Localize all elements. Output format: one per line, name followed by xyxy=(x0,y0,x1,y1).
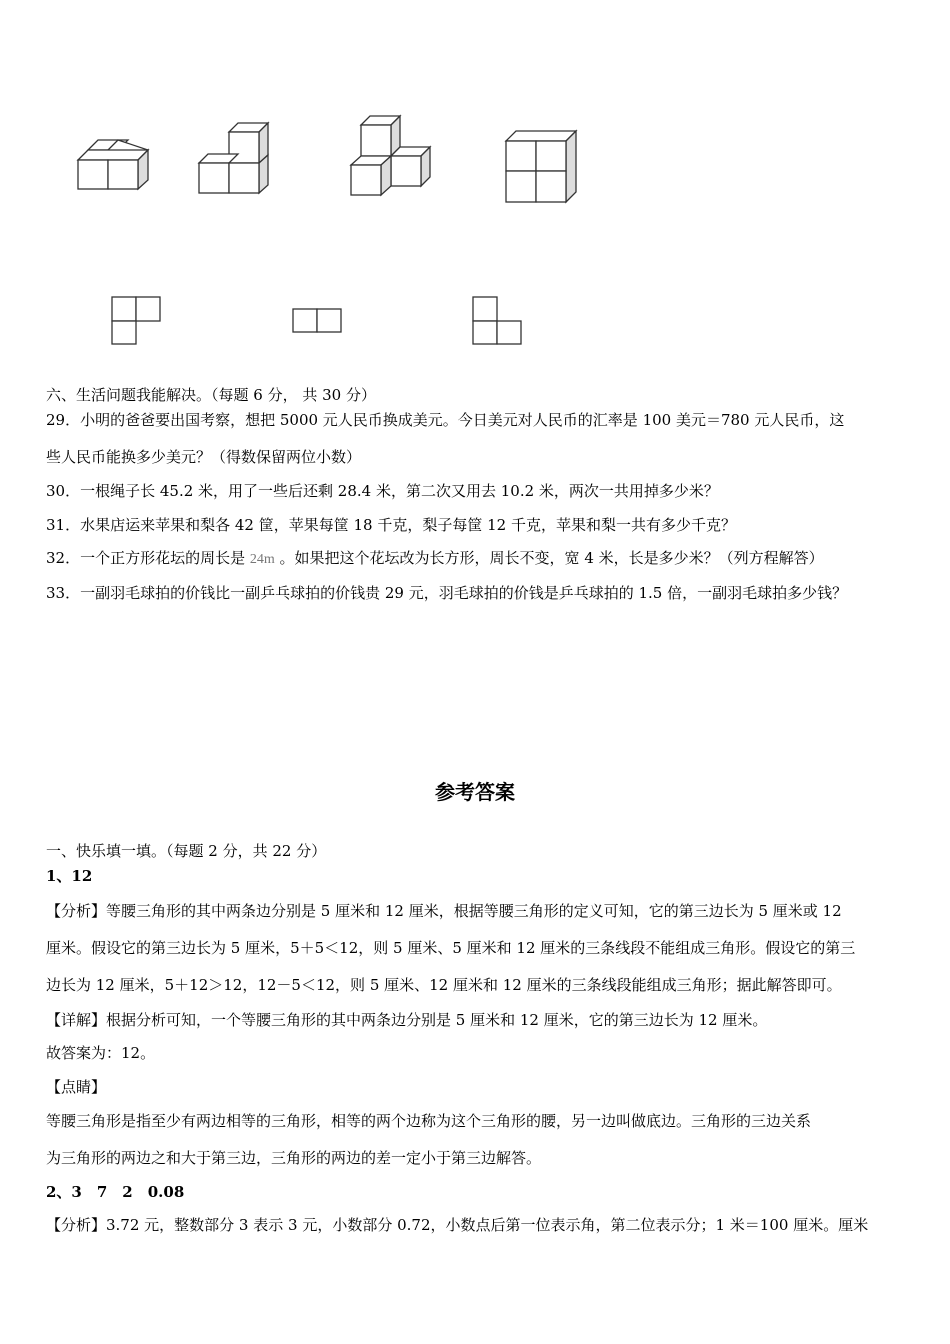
question-31: 31．水果店运来苹果和梨各 42 筐，苹果每筐 18 千克，梨子每筐 12 千克，苹果和梨一共有多少千克？ xyxy=(46,516,736,534)
answer-1-note-label: 【点睛】 xyxy=(46,1078,107,1096)
answer-1-result: 故答案为：12。 xyxy=(46,1044,156,1062)
cube-stack-2 xyxy=(199,123,268,193)
perimeter-value: 24m xyxy=(249,552,275,567)
question-32-suffix: 。如果把这个花坛改为长方形，周长不变，宽 4 米，长是多少米？（列方程解答） xyxy=(279,549,824,567)
cube-figures-drawing xyxy=(0,100,950,360)
cube-stack-4 xyxy=(506,131,576,202)
answer-1-detail: 【详解】根据分析可知，一个等腰三角形的其中两条边分别是 5 厘米和 12 厘米，它的第三边长为 12 厘米。 xyxy=(46,1011,768,1029)
view-shape-1 xyxy=(112,297,160,344)
answer-key-title: 参考答案 xyxy=(435,780,515,804)
view-shape-3 xyxy=(473,297,521,344)
answer-section-heading: 一、快乐填一填。（每题 2 分，共 22 分） xyxy=(46,842,327,860)
cube-stack-1 xyxy=(78,140,148,189)
answer-2-analysis: 【分析】3.72 元，整数部分 3 表示 3 元，小数部分 0.72，小数点后第一位表示角，第二位表示分；1 米＝100 厘米。厘米 xyxy=(46,1216,869,1234)
answer-2: 2、3 7 2 0.08 xyxy=(46,1183,185,1201)
cube-stack-3 xyxy=(351,116,430,195)
question-30: 30．一根绳子长 45.2 米，用了一些后还剩 28.4 米，第二次又用去 10.2 米，两次一共用掉多少米？ xyxy=(46,482,719,500)
question-32 xyxy=(46,548,916,570)
answer-1-analysis-line-1: 【分析】等腰三角形的其中两条边分别是 5 厘米和 12 厘米，根据等腰三角形的定义可知，它的第三边长为 5 厘米或 12 xyxy=(46,902,842,920)
view-shape-2 xyxy=(293,309,341,332)
question-29-line-1: 29．小明的爸爸要出国考察，想把 5000 元人民币换成美元。今日美元对人民币的汇率是 100 美元＝780 元人民币，这 xyxy=(46,411,845,429)
question-32-prefix: 32．一个正方形花坛的周长是 xyxy=(46,549,246,567)
question-33: 33．一副羽毛球拍的价钱比一副乒乓球拍的价钱贵 29 元，羽毛球拍的价钱是乒乓球拍的 1.5 倍，一副羽毛球拍多少钱？ xyxy=(46,584,848,602)
answer-1-note-line-2: 为三角形的两边之和大于第三边，三角形的两边的差一定小于第三边解答。 xyxy=(46,1149,542,1167)
cube-figures xyxy=(0,100,950,360)
section-heading: 六、生活问题我能解决。（每题 6 分， 共 30 分） xyxy=(46,386,376,404)
answer-1-analysis-line-2: 厘米。假设它的第三边长为 5 厘米，5＋5＜12，则 5 厘米、5 厘米和 12 厘米的三条线段不能组成三角形。假设它的第三 xyxy=(46,939,856,957)
answer-1-analysis-line-3: 边长为 12 厘米，5＋12＞12，12－5＜12，则 5 厘米、12 厘米和 12 厘米的三条线段能组成三角形；据此解答即可。 xyxy=(46,976,842,994)
answer-1-note-line-1: 等腰三角形是指至少有两边相等的三角形，相等的两个边称为这个三角形的腰，另一边叫做底边。三角形的三边关系 xyxy=(46,1112,812,1130)
question-29-line-2: 些人民币能换多少美元？（得数保留两位小数） xyxy=(46,448,362,466)
answer-1: 1、12 xyxy=(46,867,93,885)
